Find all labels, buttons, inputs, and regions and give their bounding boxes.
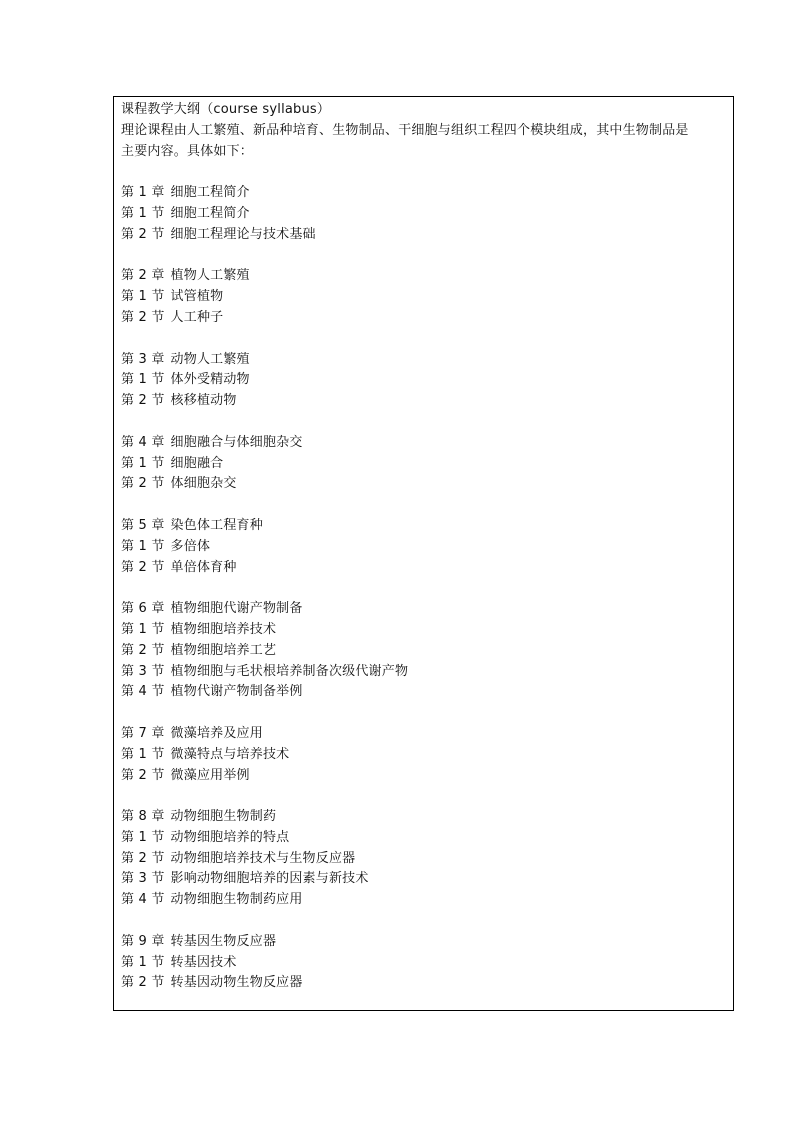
chapter-list [121,183,725,994]
section-number: 第 1 节 [121,455,165,471]
section-line [121,953,725,974]
chapter-title: 染色体工程育种 [170,517,263,533]
section-title: 试管植物 [170,289,224,305]
section-line [121,828,725,849]
chapter-block [121,266,725,328]
section-line [121,745,725,766]
section-title: 单倍体育种 [170,559,237,575]
section-title: 细胞工程简介 [170,205,250,221]
chapter-heading [121,516,725,537]
section-number: 第 1 节 [121,829,165,845]
section-title: 植物代谢产物制备举例 [170,684,303,700]
section-number: 第 1 节 [121,538,165,554]
section-title: 多倍体 [170,538,211,554]
section-line [121,308,725,329]
chapter-heading [121,266,725,287]
section-line [121,391,725,412]
section-line [121,662,725,683]
section-title: 体细胞杂交 [170,476,237,492]
section-title: 微藻应用举例 [170,767,250,783]
section-number: 第 1 节 [121,621,165,637]
chapter-block [121,350,725,412]
chapter-title: 植物人工繁殖 [170,268,250,284]
section-title: 转基因动物生物反应器 [170,975,303,991]
section-line [121,474,725,495]
section-title: 影响动物细胞培养的因素与新技术 [170,871,369,887]
section-number: 第 1 节 [121,746,165,762]
chapter-block [121,724,725,786]
chapter-number: 第 2 章 [121,268,165,284]
section-title: 微藻特点与培养技术 [170,746,290,762]
section-title: 植物细胞培养技术 [170,621,277,637]
chapter-number: 第 8 章 [121,809,165,825]
section-line [121,641,725,662]
section-number: 第 1 节 [121,954,165,970]
section-title: 细胞融合 [170,455,224,471]
chapter-number: 第 5 章 [121,517,165,533]
chapter-heading [121,599,725,620]
section-line [121,973,725,994]
chapter-heading [121,350,725,371]
section-title: 动物细胞培养的特点 [170,829,290,845]
section-line [121,849,725,870]
section-line [121,370,725,391]
section-title: 体外受精动物 [170,372,250,388]
section-title: 动物细胞培养技术与生物反应器 [170,850,356,866]
syllabus-title: 课程教学大纲（course syllabus） [121,102,331,117]
section-number: 第 3 节 [121,663,165,679]
section-number: 第 2 节 [121,850,165,866]
chapter-heading [121,433,725,454]
section-line [121,287,725,308]
chapter-block [121,932,725,994]
section-line [121,766,725,787]
chapter-heading [121,724,725,745]
chapter-title: 转基因生物反应器 [170,933,277,949]
chapter-block [121,183,725,245]
intro-line-2: 主要内容。具体如下： [121,143,254,159]
chapter-block [121,807,725,911]
section-line [121,620,725,641]
chapter-block [121,516,725,578]
intro-line-1: 理论课程由人工繁殖、新品种培育、生物制品、干细胞与组织工程四个模块组成，其中生物制品是 [121,122,689,138]
section-title: 转基因技术 [170,954,237,970]
section-number: 第 2 节 [121,476,165,492]
chapter-title: 细胞工程简介 [170,185,250,201]
section-line [121,558,725,579]
chapter-title: 植物细胞代谢产物制备 [170,601,303,617]
chapter-block [121,433,725,495]
chapter-heading [121,183,725,204]
section-line [121,454,725,475]
section-title: 人工种子 [170,309,224,325]
section-title: 核移植动物 [170,393,237,409]
section-number: 第 2 节 [121,642,165,658]
section-line [121,869,725,890]
chapter-number: 第 1 章 [121,185,165,201]
section-number: 第 4 节 [121,684,165,700]
chapter-number: 第 9 章 [121,933,165,949]
section-line [121,537,725,558]
section-title: 动物细胞生物制药应用 [170,892,303,908]
section-number: 第 1 节 [121,372,165,388]
chapter-title: 动物细胞生物制药 [170,809,277,825]
section-number: 第 1 节 [121,289,165,305]
chapter-heading [121,932,725,953]
chapter-number: 第 3 章 [121,351,165,367]
section-number: 第 2 节 [121,975,165,991]
section-title: 细胞工程理论与技术基础 [170,226,316,242]
section-number: 第 3 节 [121,871,165,887]
section-line [121,682,725,703]
chapter-number: 第 6 章 [121,601,165,617]
section-number: 第 2 节 [121,226,165,242]
section-number: 第 2 节 [121,767,165,783]
chapter-heading [121,807,725,828]
section-number: 第 1 节 [121,205,165,221]
section-line [121,204,725,225]
section-number: 第 2 节 [121,559,165,575]
chapter-number: 第 4 章 [121,434,165,450]
chapter-number: 第 7 章 [121,725,165,741]
chapter-block [121,599,725,703]
syllabus-box [113,96,734,1011]
section-number: 第 2 节 [121,309,165,325]
chapter-title: 微藻培养及应用 [170,725,263,741]
chapter-title: 动物人工繁殖 [170,351,250,367]
section-line [121,890,725,911]
section-number: 第 4 节 [121,892,165,908]
chapter-title: 细胞融合与体细胞杂交 [170,434,303,450]
section-line [121,225,725,246]
section-number: 第 2 节 [121,393,165,409]
section-title: 植物细胞培养工艺 [170,642,277,658]
section-title: 植物细胞与毛状根培养制备次级代谢产物 [170,663,409,679]
